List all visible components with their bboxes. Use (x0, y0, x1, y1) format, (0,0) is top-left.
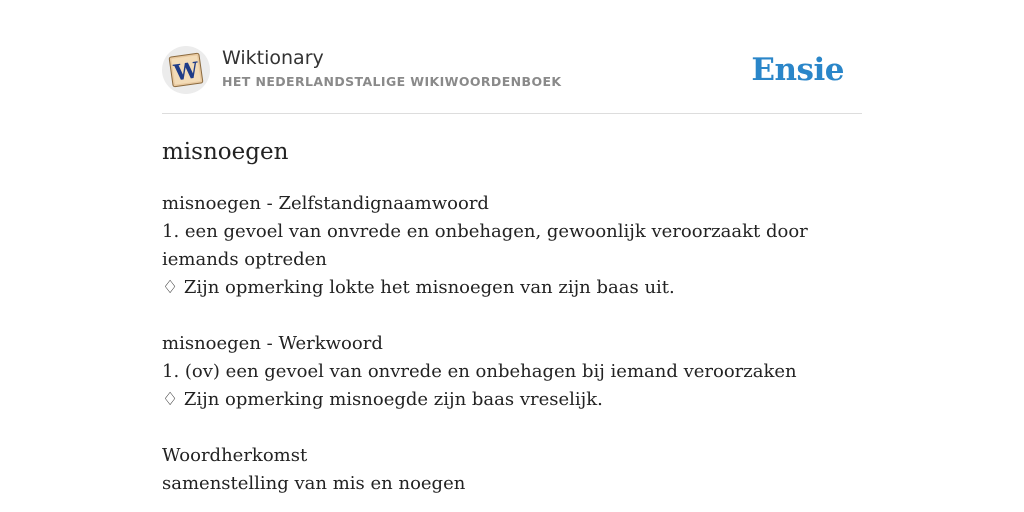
definition-noun: 1. een gevoel van onvrede en onbehagen, gewoonlijk veroorzaakt door iemands optreden (162, 221, 808, 270)
header-divider (162, 113, 862, 114)
spacer (162, 302, 862, 330)
logo-letter: W (172, 57, 201, 87)
section-heading-noun: misnoegen - Zelfstandignaamwoord (162, 193, 489, 214)
etymology-text: samenstelling van mis en noegen (162, 473, 466, 494)
spacer (162, 414, 862, 442)
example-noun: ♢ Zijn opmerking lokte het misnoegen van zijn baas uit. (162, 277, 675, 298)
brand (222, 47, 562, 90)
site-header (162, 46, 862, 96)
wiktionary-logo[interactable] (162, 46, 210, 94)
section-heading-verb: misnoegen - Werkwoord (162, 333, 383, 354)
ensie-logo-link[interactable]: Ensie (751, 52, 844, 88)
wiktionary-tile-icon (162, 46, 210, 94)
page-title: misnoegen (162, 139, 289, 165)
definition-verb: 1. (ov) een gevoel van onvrede en onbehagen bij iemand veroorzaken (162, 361, 797, 382)
example-verb: ♢ Zijn opmerking misnoegde zijn baas vreselijk. (162, 389, 603, 410)
entry-content (162, 190, 862, 498)
site-subtitle: HET NEDERLANDSTALIGE WIKIWOORDENBOEK (222, 74, 562, 89)
etymology-heading: Woordherkomst (162, 445, 308, 466)
site-name[interactable]: Wiktionary (222, 47, 324, 69)
